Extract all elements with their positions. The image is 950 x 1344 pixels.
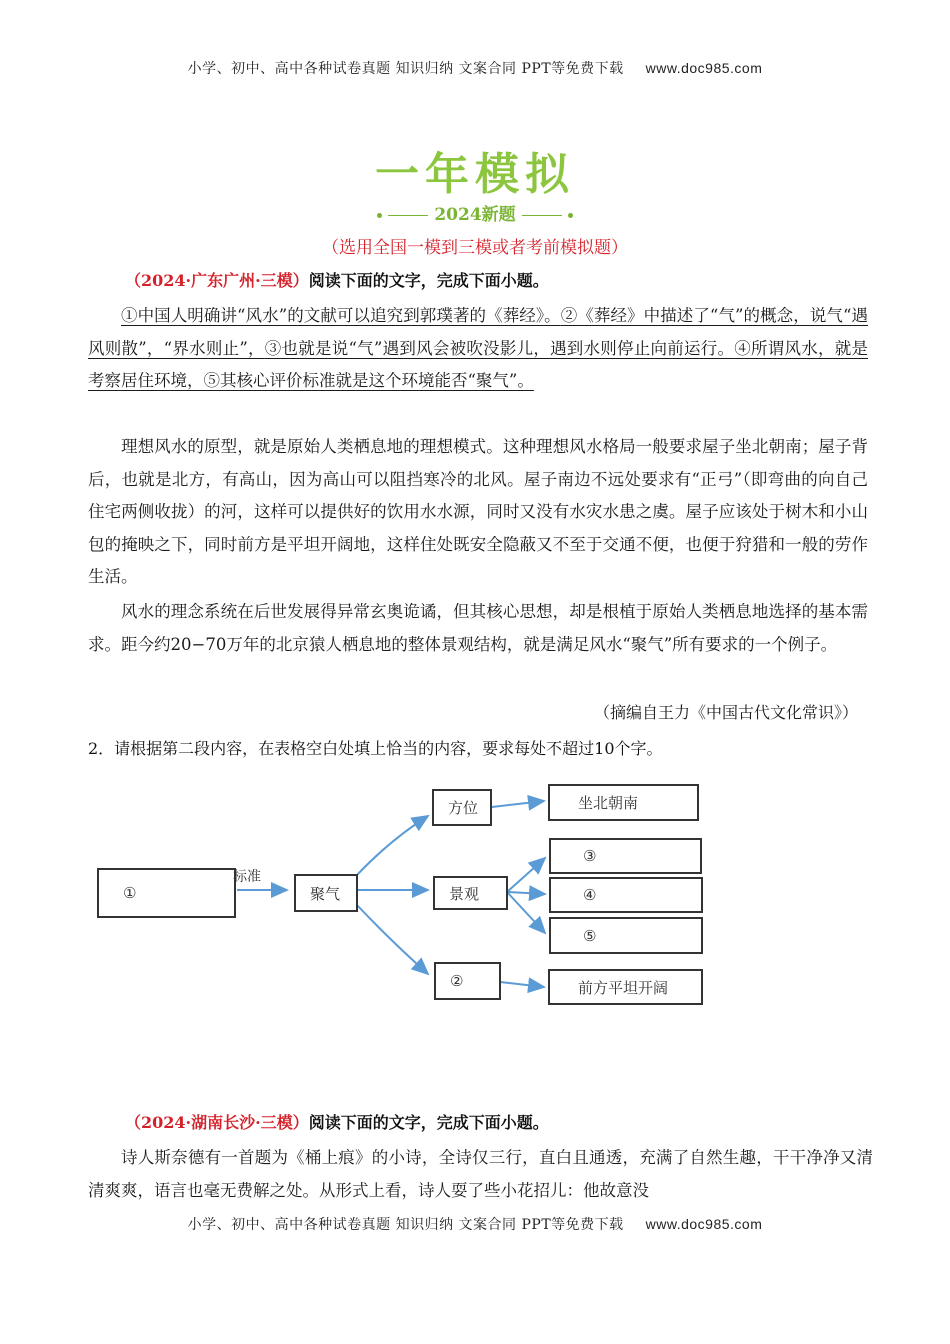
subtitle-text: 2024新题 [434, 205, 516, 225]
sentence-1: ①中国人明确讲“风水”的文献可以追究到郭璞著的《葬经》。 [121, 306, 561, 325]
page-title: 一年模拟 [375, 149, 575, 200]
diagram-leaf-mid-1: ③ [549, 838, 702, 874]
diagram-arrow-label: 标准 [233, 869, 261, 885]
section1-source: （2024·广东广州·三模） [125, 271, 309, 290]
footer-url[interactable]: www.doc985.com [645, 1216, 763, 1232]
diagram-leaf-top: 坐北朝南 [548, 784, 699, 821]
section1-instruction: 阅读下面的文字，完成下面小题。 [308, 271, 549, 290]
diagram-leaf-mid-3: ⑤ [549, 917, 703, 954]
question-2: 2．请根据第二段内容，在表格空白处填上恰当的内容，要求每处不超过10个字。 [88, 739, 663, 758]
source-credit: （摘编自王力《中国古代文化常识》） [593, 703, 858, 722]
sentence-2: ②《葬经》中描述了“气”的概念，说气“遇风则散”，“界水则止”， [88, 306, 868, 358]
diagram-branch-mid: 景观 [433, 876, 508, 910]
section2-paragraph-1: 诗人斯奈德有一首题为《桶上痕》的小诗，全诗仅三行，直白且通透，充满了自然生趣，干干净净又清清爽爽，语言也毫无费解之处。从形式上看，诗人耍了些小花招儿：他故意没 [88, 1148, 873, 1200]
diagram-box-1: ① [97, 868, 236, 918]
section2-source: （2024·湖南长沙·三模） [125, 1113, 309, 1132]
header-url[interactable]: www.doc985.com [645, 60, 763, 76]
diagram-branch-top: 方位 [432, 789, 492, 826]
section2-instruction: 阅读下面的文字，完成下面小题。 [308, 1113, 549, 1132]
selection-note: （选用全国一模到三模或者考前模拟题） [322, 238, 628, 258]
diagram-leaf-bottom: 前方平坦开阔 [548, 969, 703, 1005]
sentence-5: ⑤其核心评价标准就是这个环境能否“聚气”。 [203, 371, 534, 390]
page-footer [0, 1214, 950, 1234]
diagram-leaf-mid-2: ④ [549, 877, 703, 913]
sentence-3: ③也就是说“气”遇到风会被吹没影儿，遇到水则停止向前运行。 [264, 338, 735, 358]
section2-lead [125, 1110, 549, 1133]
section1-paragraph-2: 理想风水的原型，就是原始人类栖息地的理想模式。这种理想风水格局一般要求屋子坐北朝南；屋子背后，也就是北方，有高山，因为高山可以阻挡寒冷的北风。屋子南边不远处要求有“正弓”（即弯曲的向自己住宅两侧收拢）的河，这样可以提供好的饮用水水源，同时又没有水灾水患之虞。屋子应该处于树木和小山包的掩映之下，同时前方是平坦开阔地，这样住处既安全隐蔽又不至于交通不便，也便于狩猎和一般的劳作生活。 [88, 437, 868, 586]
header-text: 小学、初中、高中各种试卷真题 知识归纳 文案合同 PPT等免费下载 [187, 61, 624, 77]
section1-paragraph-3: 风水的理念系统在后世发展得异常玄奥诡谲，但其核心思想，却是根植于原始人类栖息地选择的基本需求。距今约20−70万年的北京猿人栖息地的整体景观结构，就是满足风水“聚气”所有要求的一个例子。 [88, 602, 868, 654]
footer-text: 小学、初中、高中各种试卷真题 知识归纳 文案合同 PPT等免费下载 [187, 1217, 624, 1233]
diagram-branch-bottom: ② [434, 962, 501, 1000]
sentence-4: ④所谓风水，就是考察居住环境， [88, 338, 869, 390]
diagram-center-box: 聚气 [294, 874, 358, 912]
